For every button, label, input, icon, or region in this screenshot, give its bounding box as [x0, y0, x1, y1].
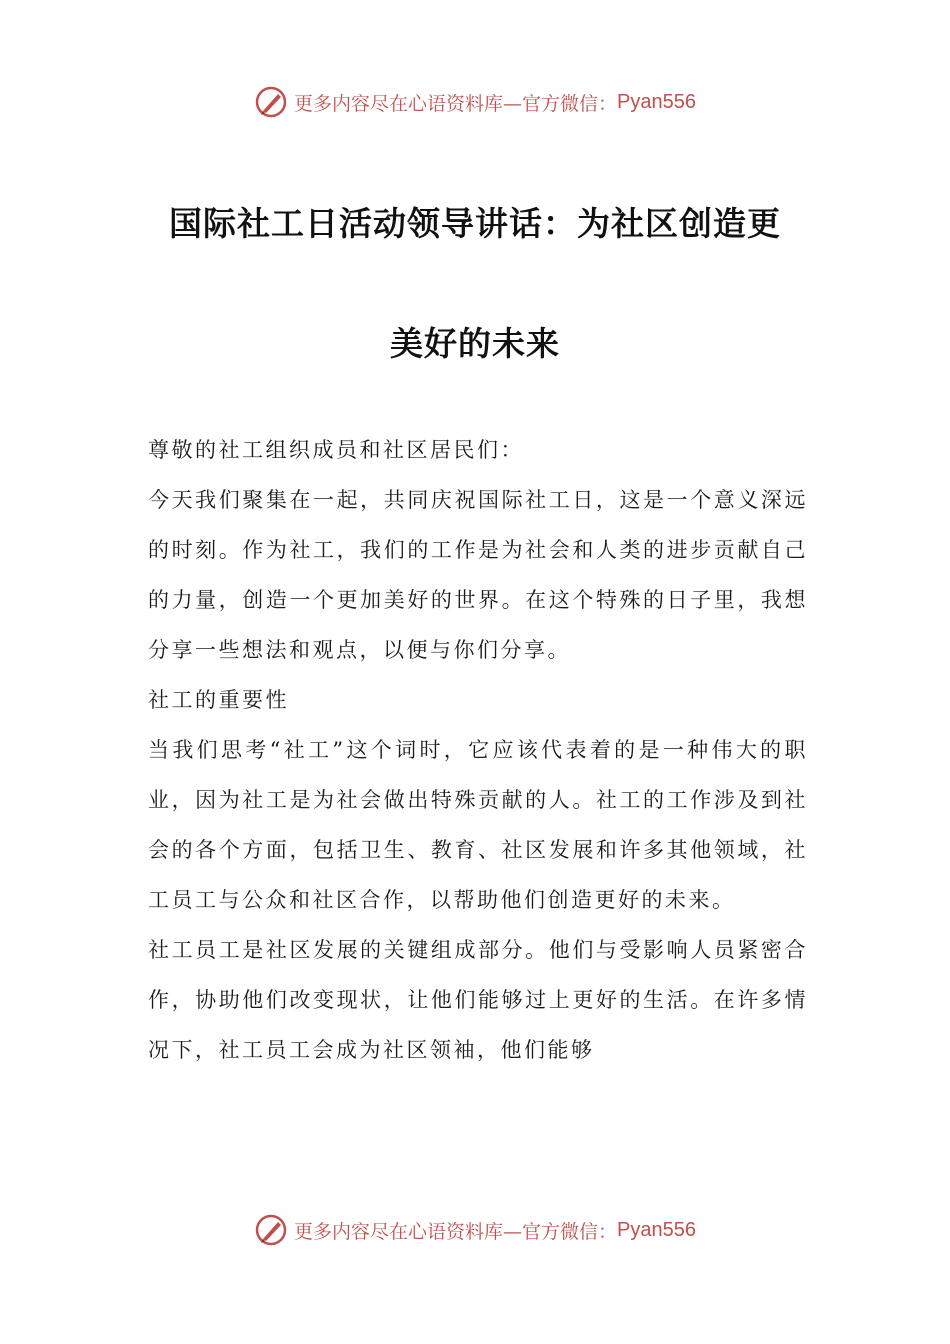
salutation: 尊敬的社工组织成员和社区居民们： — [148, 438, 524, 462]
watermark-text: 更多内容尽在心语资料库—官方微信： — [294, 1220, 618, 1243]
wechat-id: Pyan556 — [617, 1218, 696, 1241]
watermark-header — [0, 82, 950, 122]
wechat-id: Pyan556 — [617, 90, 696, 113]
paragraph: 当我们思考“社工”这个词时，它应该代表着的是一种伟大的职业，因为社工是为社会做出特殊贡献的人。社工的工作涉及到社会的各个方面，包括卫生、教育、社区发展和许多其他领域，社工员工与公众和社区合作，以帮助他们创造更好的未来。 — [148, 738, 808, 912]
pen-logo-icon — [254, 1213, 288, 1247]
document-title-line2: 美好的未来 — [390, 324, 560, 364]
watermark-text: 更多内容尽在心语资料库—官方微信： — [294, 92, 618, 115]
document-body — [148, 425, 808, 1075]
document-title-line1: 国际社工日活动领导讲话：为社区创造更 — [169, 204, 781, 244]
pen-logo-icon — [254, 85, 288, 119]
watermark-footer — [0, 1210, 950, 1250]
paragraph: 社工员工是社区发展的关键组成部分。他们与受影响人员紧密合作，协助他们改变现状，让他们能够过上更好的生活。在许多情况下，社工员工会成为社区领袖，他们能够 — [148, 938, 808, 1062]
section-heading: 社工的重要性 — [148, 688, 289, 712]
paragraph: 今天我们聚集在一起，共同庆祝国际社工日，这是一个意义深远的时刻。作为社工，我们的工作是为社会和人类的进步贡献自己的力量，创造一个更加美好的世界。在这个特殊的日子里，我想分享一些想法和观点，以便与你们分享。 — [148, 488, 808, 662]
